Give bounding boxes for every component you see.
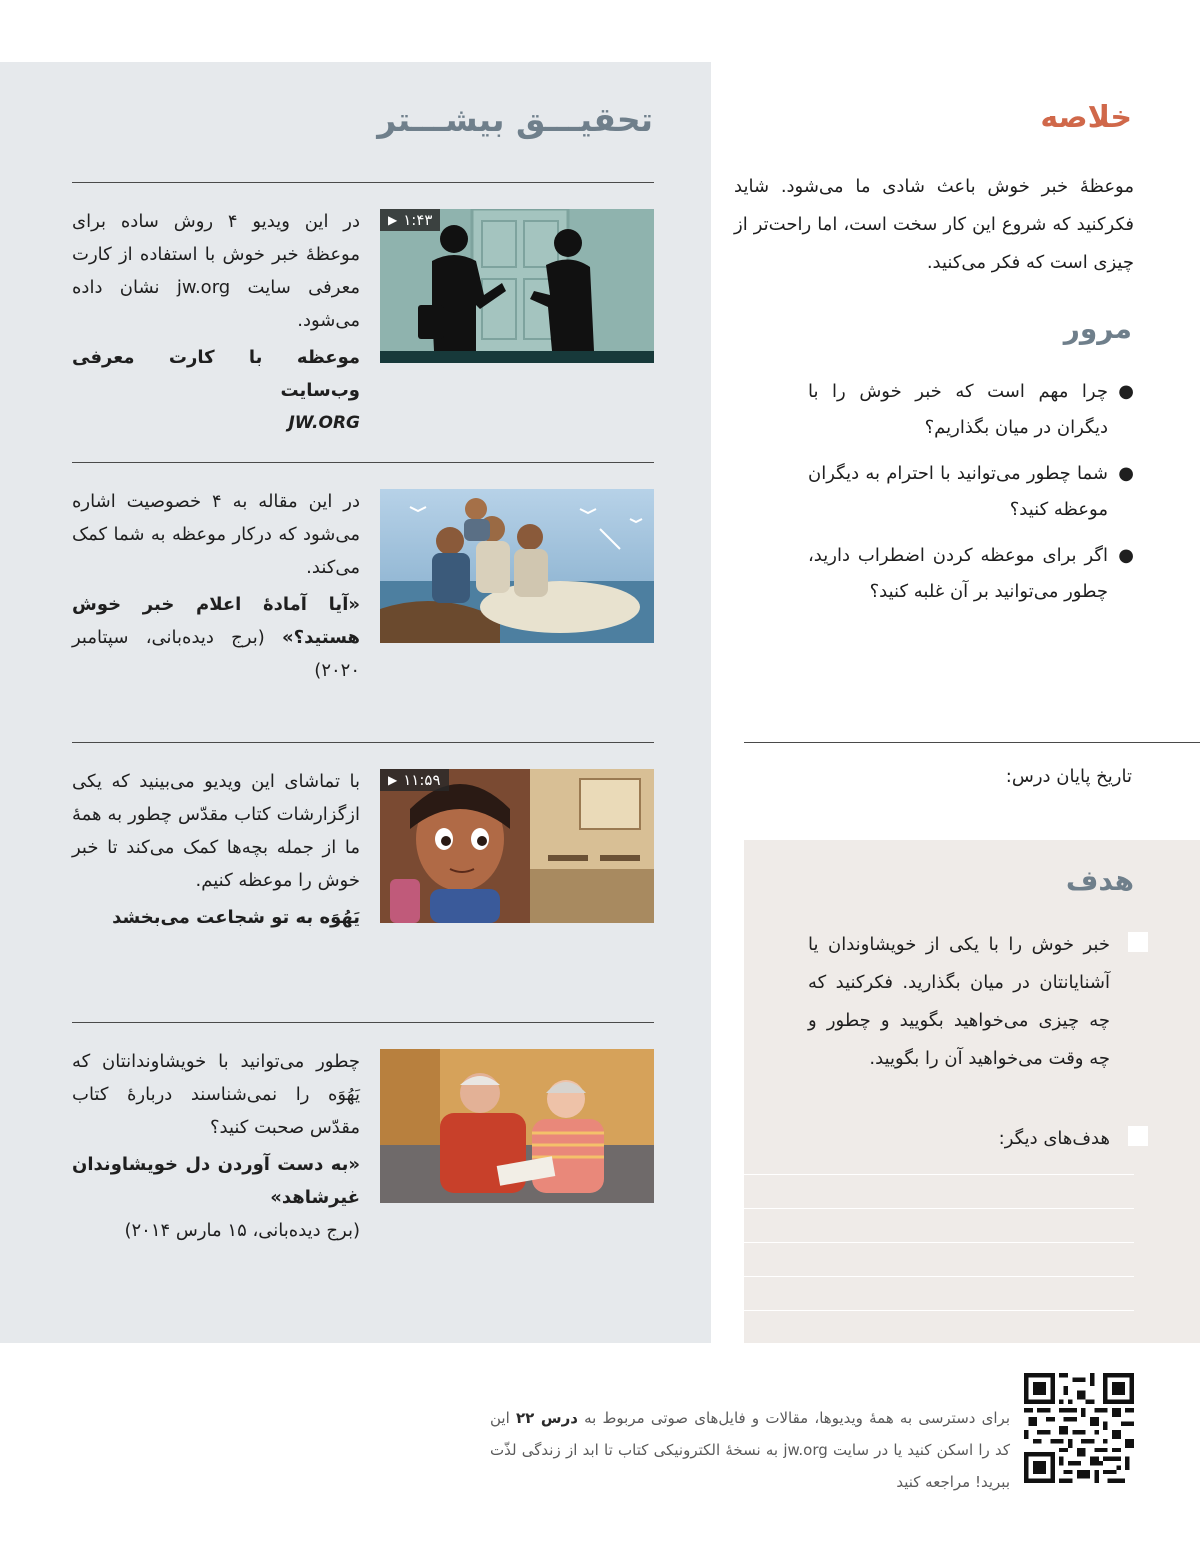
research-item-description: در این ویدیو ۴ روش ساده برای موعظهٔ خبر خوش با استفاده از کارت معرفی سایت jw.org نشان داده می‌شود.: [72, 211, 360, 331]
write-in-line[interactable]: [744, 1276, 1134, 1277]
lesson-number: درس ۲۲: [515, 1409, 578, 1427]
review-question: ● شما چطور می‌توانید با احترام به دیگران موعظه کنید؟: [808, 456, 1108, 528]
goal-text: هدف‌های دیگر:: [998, 1128, 1110, 1149]
further-research-title: تحقیـــق بیشـــتر: [377, 100, 653, 139]
article-thumbnail[interactable]: [380, 489, 654, 643]
bullet-icon: ●: [1118, 545, 1134, 566]
video-thumbnail[interactable]: [380, 209, 654, 363]
review-question: ● اگر برای موعظه کردن اضطراب دارید، چطور می‌توانید بر آن غلبه کنید؟: [808, 538, 1108, 610]
research-item-description: چطور می‌توانید با خویشاوندانتان که یَهُوَه را نمی‌شناسند دربارهٔ کتاب مقدّس صحبت کنید؟: [72, 1051, 360, 1138]
source-tag: JW.ORG: [288, 413, 360, 433]
research-item-text: [72, 765, 360, 934]
review-heading: مرور: [1063, 312, 1132, 345]
research-item-link[interactable]: «به دست آوردن دل خویشاوندان غیرشاهد»: [72, 1154, 360, 1208]
research-item-text: [72, 485, 360, 687]
goal-text: خبر خوش را با یکی از خویشاوندان یا آشنایانتان در میان بگذارید. فکرکنید که چه چیزی می‌خواهید بگویید و چطور و چه وقت می‌خواهید آن را بگویید.: [808, 934, 1110, 1069]
checkbox-icon[interactable]: [1128, 932, 1148, 952]
research-item-source: (برج دیده‌بانی، ۱۵ مارس ۲۰۱۴): [124, 1220, 360, 1241]
play-icon: ▶: [388, 773, 398, 787]
goal-item-other: [808, 1120, 1148, 1158]
two-men-silhouette-image: [380, 209, 654, 363]
video-duration: ۱:۴۳: [403, 211, 433, 229]
research-item-video-business-card: [72, 182, 654, 462]
research-item-text: [72, 205, 360, 440]
research-item-source: (برج دیده‌بانی، سپتامبر ۲۰۲۰): [72, 627, 360, 681]
video-duration-badge: [380, 769, 449, 791]
qr-code[interactable]: [1024, 1373, 1134, 1483]
article-thumbnail[interactable]: [380, 1049, 654, 1203]
summary-text: موعظهٔ خبر خوش باعث شادی ما می‌شود. شاید فکرکنید که شروع این کار سخت است، اما راحت‌تر از چیزی است که فکر می‌کنید.: [734, 176, 1134, 273]
research-item-description: در این مقاله به ۴ خصوصیت اشاره می‌شود که درکار موعظه به شما کمک می‌کند.: [72, 491, 361, 578]
research-item-text: [72, 1045, 360, 1247]
fishermen-net-image: [380, 489, 654, 643]
goal-item: [808, 926, 1148, 1078]
summary-heading: خلاصه: [1040, 100, 1132, 135]
video-duration: ۱۱:۵۹: [403, 771, 441, 789]
checkbox-icon[interactable]: [1128, 1126, 1148, 1146]
bullet-icon: ●: [1118, 381, 1134, 402]
section-divider: [744, 742, 1200, 743]
review-list: [808, 374, 1134, 620]
research-item-link[interactable]: یَهُوَه به تو شجاعت می‌بخشد: [112, 907, 360, 928]
goal-heading: هدف: [1065, 864, 1134, 897]
video-duration-badge: [380, 209, 440, 231]
bullet-icon: ●: [1118, 463, 1134, 484]
review-question: ● چرا مهم است که خبر خوش را با دیگران در میان بگذاریم؟: [808, 374, 1108, 446]
write-in-line[interactable]: [744, 1242, 1134, 1243]
play-icon: ▶: [388, 213, 398, 227]
research-item-link[interactable]: «آیا آمادهٔ اعلام خبر خوش هستید؟»: [72, 594, 360, 648]
girl-classroom-image: [380, 769, 654, 923]
research-item-article-relatives: [72, 1022, 654, 1322]
research-item-video-courage: [72, 742, 654, 1022]
goal-box: [744, 840, 1200, 1343]
research-item-link[interactable]: موعظه با کارت معرفی وب‌سایت: [72, 347, 360, 401]
research-item-article-preaching: [72, 462, 654, 742]
research-item-description: با تماشای این ویدیو می‌بینید که یکی ازگزارشات کتاب مقدّس چطور به همهٔ ما از جمله بچه‌ها کمک می‌کند تا خبر خوش را موعظه کنیم.: [72, 771, 360, 891]
footer-note: برای دسترسی به همهٔ ویدیوها، مقالات و فایل‌های صوتی مربوط به درس ۲۲ این کد را اسکن کنید یا در سایت jw.org به نسخهٔ الکترونیکی کتاب تا ابد از زندگی لذّت ببرید! مراجعه کنید: [490, 1409, 1010, 1491]
write-in-line[interactable]: [744, 1310, 1134, 1311]
write-in-line[interactable]: [744, 1174, 1134, 1175]
further-research-panel: [0, 62, 711, 1343]
write-in-line[interactable]: [744, 1208, 1134, 1209]
completion-date-label: تاریخ پایان درس:: [1005, 766, 1132, 787]
video-thumbnail[interactable]: [380, 769, 654, 923]
elderly-couple-image: [380, 1049, 654, 1203]
